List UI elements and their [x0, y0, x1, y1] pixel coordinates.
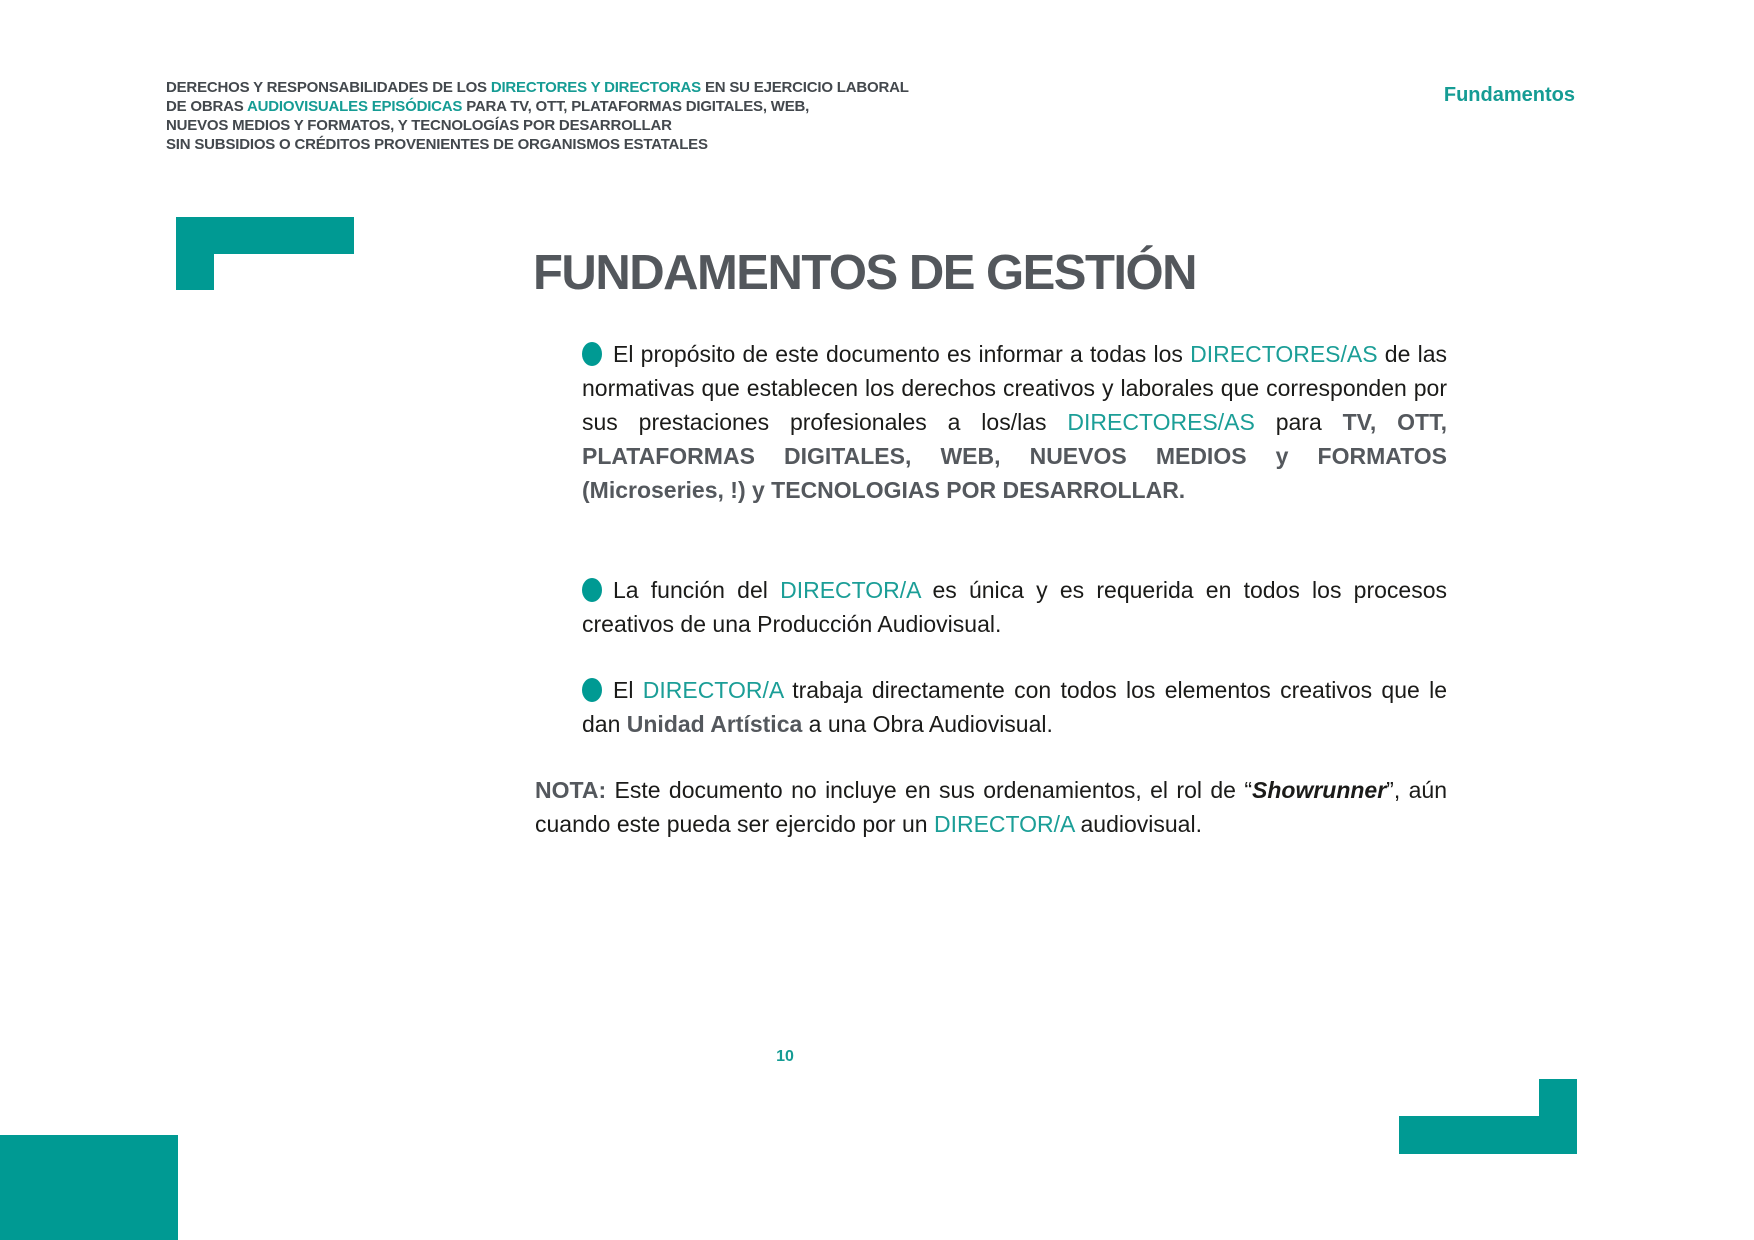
bullet-item: [582, 673, 1447, 741]
bullet-text: [582, 577, 1447, 637]
text-segment: DIRECTORES Y DIRECTORAS: [490, 79, 701, 96]
text-segment: SIN SUBSIDIOS O CRÉDITOS PROVENIENTES DE ORGANISMOS ESTATALES: [166, 136, 708, 153]
bullet-icon: [582, 678, 602, 702]
text-segment: Showrunner: [1252, 777, 1387, 803]
text-segment: de las normativas que establecen los derechos creativos y laborales que corresponden por sus prestaciones profesionales a los/las: [582, 341, 1447, 435]
running-header: [166, 78, 926, 154]
page-number: 10: [776, 1048, 794, 1065]
bullet-text: [582, 341, 1447, 503]
text-segment: DIRECTORES/AS: [1190, 341, 1378, 367]
nota-paragraph: [535, 773, 1447, 841]
text-segment: PARA TV, OTT, PLATAFORMAS DIGITALES, WEB,: [462, 98, 810, 115]
text-segment: DIRECTOR/A: [780, 577, 921, 603]
text-segment: DIRECTOR/A: [642, 677, 783, 703]
text-segment: a una Obra Audiovisual.: [802, 711, 1053, 737]
bullet-icon: [582, 578, 602, 602]
bullet-item: [582, 337, 1447, 507]
text-segment: trabaja directamente con todos los elementos creativos que le dan: [582, 677, 1447, 737]
text-segment: DIRECTORES/AS: [1067, 409, 1255, 435]
text-segment: DE OBRAS: [166, 98, 247, 115]
page-title: FUNDAMENTOS DE GESTIÓN: [533, 245, 1197, 300]
running-header-line: [166, 135, 926, 154]
text-segment: audiovisual.: [1074, 811, 1202, 837]
corner-shape-top-left: [176, 217, 355, 291]
section-label: Fundamentos: [1443, 84, 1575, 106]
corner-shape-bottom-right: [1399, 1079, 1578, 1155]
text-segment: La función del: [613, 577, 781, 603]
text-segment: NUEVOS MEDIOS Y FORMATOS, Y TECNOLOGÍAS POR DESARROLLAR: [166, 117, 672, 134]
bullet-text: [582, 677, 1447, 737]
bullet-item: [582, 573, 1447, 641]
running-header-line: [166, 97, 926, 116]
running-header-line: [166, 116, 926, 135]
text-segment: es única y es requerida en todos los procesos creativos de una Producción Audiovisual.: [582, 577, 1447, 637]
text-segment: TV, OTT, PLATAFORMAS DIGITALES, WEB, NUEVOS MEDIOS y FORMATOS (Microseries, !) y TECNOLOGIAS POR DESARROLLAR.: [582, 409, 1447, 503]
running-header-line: [166, 78, 926, 97]
text-segment: DERECHOS Y RESPONSABILIDADES DE LOS: [166, 79, 491, 96]
text-segment: Unidad Artística: [626, 711, 803, 737]
text-segment: DIRECTOR/A: [933, 811, 1075, 837]
text-segment: El: [613, 677, 643, 703]
text-segment: El propósito de este documento es informar a todas los: [613, 341, 1191, 367]
corner-shape-bottom-left: [0, 1135, 178, 1240]
text-segment: EN SU EJERCICIO LABORAL: [700, 79, 909, 96]
text-segment: ”, aún cuando este pueda ser ejercido por un: [535, 777, 1447, 837]
text-segment: Este documento no incluye en sus ordenamientos, el rol de “: [606, 777, 1252, 803]
text-segment: para: [1254, 409, 1343, 435]
text-segment: AUDIOVISUALES EPISÓDICAS: [247, 98, 463, 115]
text-segment: NOTA:: [535, 777, 607, 803]
bullet-icon: [582, 342, 602, 366]
